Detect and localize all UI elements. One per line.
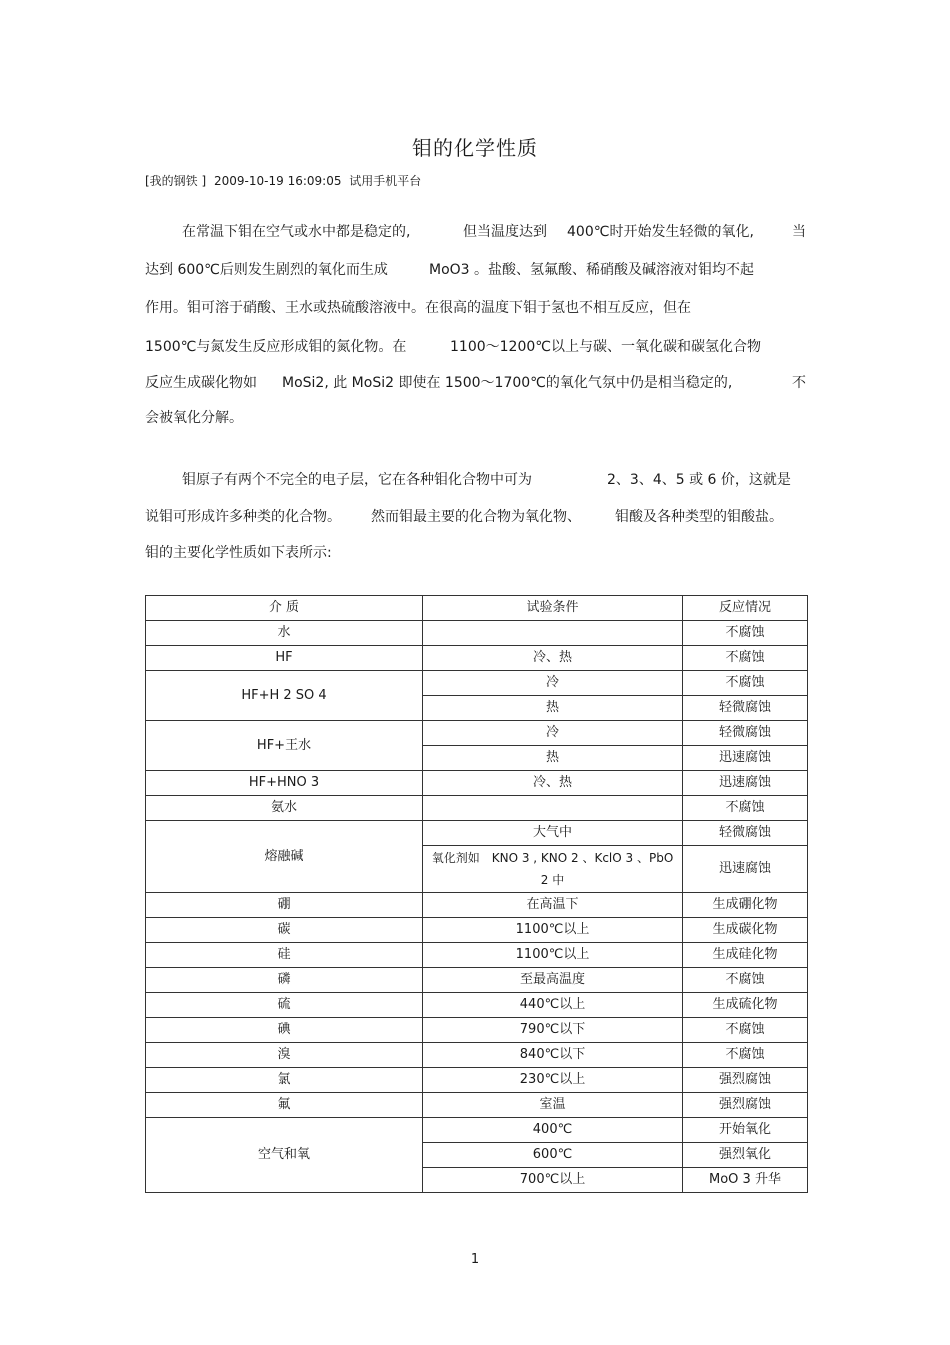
text-segment: MoO3 。盐酸、氢氟酸、稀硝酸及碱溶液对钼均不起 — [429, 262, 755, 278]
cell-condition: 1100℃以上 — [423, 943, 683, 968]
para1-line-3 — [145, 298, 807, 318]
cell-medium: 硫 — [146, 993, 423, 1018]
table-row — [146, 796, 808, 821]
source-label: [我的钢铁 ] — [145, 174, 207, 188]
table-row — [146, 1043, 808, 1068]
para1-line-5 — [145, 373, 807, 393]
cell-medium: HF+H 2 SO 4 — [146, 671, 423, 721]
para2-line-1 — [145, 470, 807, 490]
cell-medium: 碳 — [146, 918, 423, 943]
table-row — [146, 918, 808, 943]
cell-condition: 热 — [423, 746, 683, 771]
properties-table — [145, 595, 808, 1193]
cell-medium: HF+王水 — [146, 721, 423, 771]
text-segment: 但当温度达到 — [463, 224, 547, 240]
cell-result: 轻微腐蚀 — [683, 696, 808, 721]
text-segment: 然而钼最主要的化合物为氧化物、 — [371, 509, 581, 525]
datetime: 2009-10-19 16:09:05 — [214, 174, 342, 188]
platform-link[interactable]: 试用手机平台 — [349, 174, 422, 188]
cell-medium: 硼 — [146, 893, 423, 918]
para2-line-3 — [145, 543, 807, 563]
table-row — [146, 1093, 808, 1118]
cell-medium: 空气和氧 — [146, 1118, 423, 1193]
text-segment: 不 — [792, 375, 806, 391]
cell-medium: 氨水 — [146, 796, 423, 821]
table-row — [146, 721, 808, 746]
cell-medium: 熔融碱 — [146, 821, 423, 893]
cell-result: 不腐蚀 — [683, 1043, 808, 1068]
cell-medium: 硅 — [146, 943, 423, 968]
cell-condition: 230℃以上 — [423, 1068, 683, 1093]
cell-medium: HF — [146, 646, 423, 671]
cell-result: 轻微腐蚀 — [683, 821, 808, 846]
cell-medium: 溴 — [146, 1043, 423, 1068]
table-row — [146, 968, 808, 993]
para1-line-2 — [145, 260, 807, 280]
cell-condition: 冷 — [423, 671, 683, 696]
cell-result: 不腐蚀 — [683, 671, 808, 696]
cell-medium: 碘 — [146, 1018, 423, 1043]
table-row — [146, 621, 808, 646]
cell-condition: 840℃以下 — [423, 1043, 683, 1068]
cell-result: 生成硅化物 — [683, 943, 808, 968]
cell-condition: 1100℃以上 — [423, 918, 683, 943]
cell-condition — [423, 796, 683, 821]
table-row — [146, 1068, 808, 1093]
cell-condition: 440℃以上 — [423, 993, 683, 1018]
text-segment: 2、3、4、5 或 6 价，这就是 — [607, 472, 791, 488]
text-segment: 达到 600℃后则发生剧烈的氧化而生成 — [145, 262, 388, 278]
table-row — [146, 993, 808, 1018]
cell-result: MoO 3 升华 — [683, 1168, 808, 1193]
cell-result: 不腐蚀 — [683, 968, 808, 993]
text-segment: 钼原子有两个不完全的电子层，它在各种钼化合物中可为 — [182, 472, 532, 488]
cell-medium: 氟 — [146, 1093, 423, 1118]
para1-line-1 — [145, 222, 807, 242]
para1-line-4 — [145, 337, 807, 357]
table-header-row — [146, 596, 808, 621]
table-row — [146, 646, 808, 671]
header-condition: 试验条件 — [423, 596, 683, 621]
cell-condition — [423, 846, 683, 893]
cell-condition: 600℃ — [423, 1143, 683, 1168]
cell-result: 迅速腐蚀 — [683, 746, 808, 771]
text-segment: 400℃时开始发生轻微的氧化, — [567, 224, 754, 240]
cell-result: 轻微腐蚀 — [683, 721, 808, 746]
cell-condition: 790℃以下 — [423, 1018, 683, 1043]
cell-condition: 热 — [423, 696, 683, 721]
cell-result: 不腐蚀 — [683, 796, 808, 821]
cell-result: 生成碳化物 — [683, 918, 808, 943]
text-segment: 说钼可形成许多种类的化合物。 — [145, 509, 341, 525]
cell-result: 迅速腐蚀 — [683, 771, 808, 796]
text-segment: MoSi2, 此 MoSi2 即使在 1500～1700℃的氧化气氛中仍是相当稳定的, — [282, 375, 733, 391]
cell-condition: 700℃以上 — [423, 1168, 683, 1193]
table-row — [146, 943, 808, 968]
cell-condition: 冷、热 — [423, 646, 683, 671]
cell-result: 生成硼化物 — [683, 893, 808, 918]
cell-result: 开始氧化 — [683, 1118, 808, 1143]
text-segment: 1500℃与氮发生反应形成钼的氮化物。在 — [145, 339, 407, 355]
cell-medium: 氯 — [146, 1068, 423, 1093]
table-row — [146, 821, 808, 846]
page-number: 1 — [470, 1252, 480, 1267]
cell-result: 强烈腐蚀 — [683, 1068, 808, 1093]
table-row — [146, 771, 808, 796]
cell-condition: 室温 — [423, 1093, 683, 1118]
header-result: 反应情况 — [683, 596, 808, 621]
cell-result: 迅速腐蚀 — [683, 846, 808, 893]
cell-condition: 冷、热 — [423, 771, 683, 796]
cell-condition: 大气中 — [423, 821, 683, 846]
condition-line: 氧化剂如 KNO 3 , KNO 2 、KclO 3 、PbO — [431, 851, 674, 865]
cell-condition — [423, 621, 683, 646]
cell-result: 不腐蚀 — [683, 646, 808, 671]
para2-line-2 — [145, 507, 807, 527]
text-segment: 反应生成碳化物如 — [145, 375, 257, 391]
cell-result: 强烈氧化 — [683, 1143, 808, 1168]
text-segment: 会被氧化分解。 — [145, 410, 243, 426]
text-segment: 在常温下钼在空气或水中都是稳定的, — [182, 224, 411, 240]
cell-medium: HF+HNO 3 — [146, 771, 423, 796]
condition-line: 2 中 — [540, 873, 565, 887]
cell-result: 不腐蚀 — [683, 1018, 808, 1043]
page-title: 钼的化学性质 — [412, 136, 538, 160]
cell-condition: 冷 — [423, 721, 683, 746]
cell-medium: 水 — [146, 621, 423, 646]
header-medium: 介 质 — [146, 596, 423, 621]
cell-condition: 在高温下 — [423, 893, 683, 918]
text-segment: 钼酸及各种类型的钼酸盐。 — [615, 509, 783, 525]
cell-result: 生成硫化物 — [683, 993, 808, 1018]
para1-line-6 — [145, 408, 807, 428]
text-segment: 钼的主要化学性质如下表所示: — [145, 545, 332, 561]
table-row — [146, 671, 808, 696]
table-row — [146, 893, 808, 918]
text-segment: 1100～1200℃以上与碳、一氧化碳和碳氢化合物 — [450, 339, 761, 355]
cell-result: 不腐蚀 — [683, 621, 808, 646]
table-row — [146, 1018, 808, 1043]
cell-result: 强烈腐蚀 — [683, 1093, 808, 1118]
table-row — [146, 1118, 808, 1143]
cell-condition: 400℃ — [423, 1118, 683, 1143]
cell-condition: 至最高温度 — [423, 968, 683, 993]
cell-medium: 磷 — [146, 968, 423, 993]
article-meta — [145, 172, 425, 189]
text-segment: 当 — [792, 224, 806, 240]
text-segment: 作用。钼可溶于硝酸、王水或热硫酸溶液中。在很高的温度下钼于氢也不相互反应，但在 — [145, 300, 691, 316]
